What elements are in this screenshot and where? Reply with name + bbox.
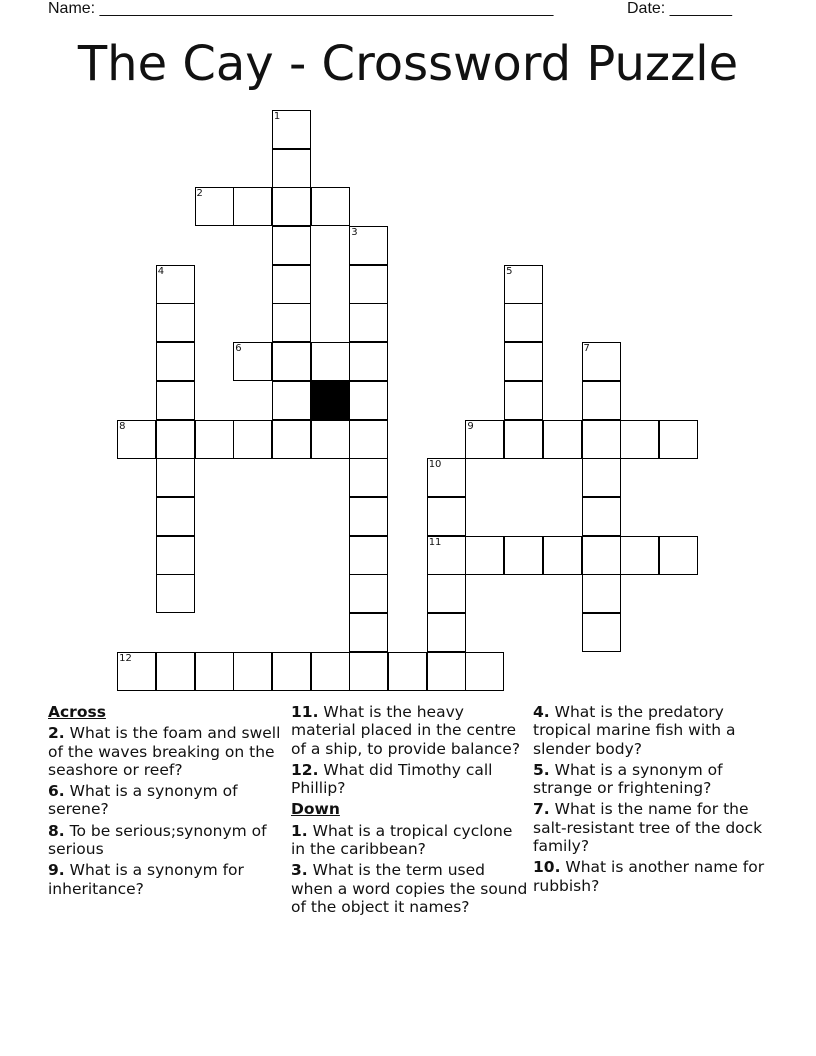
crossword-cell[interactable]	[195, 187, 234, 226]
clue-number: 1	[273, 110, 281, 122]
crossword-cell[interactable]	[156, 265, 195, 304]
crossword-cell[interactable]	[504, 265, 543, 304]
clue-across-9: 9. What is a synonym for inheritance?	[48, 861, 244, 898]
crossword-cell[interactable]	[156, 458, 195, 497]
crossword-cell[interactable]	[388, 652, 427, 691]
crossword-cell[interactable]	[156, 497, 195, 536]
crossword-cell[interactable]	[349, 613, 388, 652]
crossword-cell[interactable]	[233, 652, 272, 691]
crossword-cell[interactable]	[272, 187, 311, 226]
clue-number: 11	[428, 536, 442, 548]
crossword-cell[interactable]	[272, 265, 311, 304]
crossword-cell[interactable]	[311, 652, 350, 691]
clues-column-1	[48, 703, 288, 901]
crossword-cell[interactable]	[582, 342, 621, 381]
crossword-cell[interactable]	[233, 420, 272, 459]
crossword-cell[interactable]	[349, 536, 388, 575]
crossword-cell[interactable]	[272, 420, 311, 459]
crossword-black-cell	[311, 381, 350, 420]
clue-number: 12	[119, 652, 132, 664]
crossword-cell[interactable]	[582, 420, 621, 459]
crossword-cell[interactable]	[349, 574, 388, 613]
crossword-cell[interactable]	[349, 420, 388, 459]
crossword-cell[interactable]	[233, 342, 272, 381]
crossword-cell[interactable]	[465, 420, 504, 459]
crossword-cell[interactable]	[504, 420, 543, 459]
crossword-cell[interactable]	[504, 381, 543, 420]
crossword-cell[interactable]	[349, 226, 388, 265]
crossword-cell[interactable]	[272, 381, 311, 420]
crossword-cell[interactable]	[504, 342, 543, 381]
clue-across-2: 2. What is the foam and swell of the waves breaking on the seashore or reef?	[48, 724, 281, 779]
crossword-cell[interactable]	[465, 536, 504, 575]
clues-column-2	[291, 703, 531, 919]
crossword-cell[interactable]	[427, 458, 466, 497]
crossword-cell[interactable]	[582, 497, 621, 536]
crossword-cell[interactable]	[465, 652, 504, 691]
clue-across-11: 11. What is the heavy material placed in the centre of a ship, to provide balance?	[291, 703, 521, 758]
clue-number: 7	[583, 343, 590, 355]
crossword-cell[interactable]	[504, 536, 543, 575]
crossword-cell[interactable]	[427, 497, 466, 536]
crossword-cell[interactable]	[349, 652, 388, 691]
crossword-cell[interactable]	[272, 303, 311, 342]
clue-down-1: 1. What is a tropical cyclone in the caribbean?	[291, 821, 513, 859]
crossword-cell[interactable]	[504, 303, 543, 342]
name-field-label: Name: ___________________________________________________	[48, 0, 554, 17]
date-field-label: Date: _______	[627, 0, 732, 17]
crossword-cell[interactable]	[620, 420, 659, 459]
crossword-cell[interactable]	[156, 574, 195, 613]
clue-down-5: 5. What is a synonym of strange or frightening?	[533, 760, 723, 798]
crossword-cell[interactable]	[349, 497, 388, 536]
crossword-cell[interactable]	[582, 458, 621, 497]
crossword-cell[interactable]	[156, 536, 195, 575]
page-title: The Cay - Crossword Puzzle	[77, 36, 739, 92]
crossword-cell[interactable]	[156, 381, 195, 420]
clue-down-10: 10. What is another name for rubbish?	[533, 858, 765, 895]
crossword-cell[interactable]	[272, 342, 311, 381]
crossword-cell[interactable]	[272, 110, 311, 149]
crossword-cell[interactable]	[659, 420, 698, 459]
crossword-cell[interactable]	[427, 652, 466, 691]
crossword-cell[interactable]	[233, 187, 272, 226]
crossword-cell[interactable]	[349, 342, 388, 381]
crossword-cell[interactable]	[543, 420, 582, 459]
crossword-cell[interactable]	[582, 613, 621, 652]
clue-number: 9	[467, 420, 474, 432]
clue-number: 3	[351, 227, 358, 238]
clue-across-6: 6. What is a synonym of serene?	[48, 782, 238, 819]
clue-down-4: 4. What is the predatory tropical marine fish with a slender body?	[533, 703, 736, 758]
crossword-cell[interactable]	[543, 536, 582, 575]
across-heading: Across	[48, 703, 106, 721]
crossword-cell[interactable]	[659, 536, 698, 575]
crossword-cell[interactable]	[582, 574, 621, 613]
worksheet-header	[0, 0, 816, 24]
crossword-cell[interactable]	[427, 613, 466, 652]
down-heading: Down	[291, 800, 340, 819]
crossword-cell[interactable]	[349, 381, 388, 420]
clue-down-7: 7. What is the name for the salt-resistant tree of the dock family?	[533, 800, 763, 856]
clue-number: 10	[428, 459, 442, 471]
clue-across-12: 12. What did Timothy call Phillip?	[291, 760, 493, 798]
crossword-cell[interactable]	[156, 342, 195, 381]
crossword-cell[interactable]	[117, 652, 156, 691]
crossword-cell[interactable]	[156, 420, 195, 459]
crossword-cell[interactable]	[311, 420, 350, 459]
clue-number: 6	[235, 343, 242, 355]
clues-column-3	[533, 703, 773, 898]
crossword-cell[interactable]	[272, 652, 311, 691]
crossword-cell[interactable]	[582, 381, 621, 420]
crossword-cell[interactable]	[311, 187, 350, 226]
crossword-cell[interactable]	[156, 303, 195, 342]
crossword-cell[interactable]	[427, 536, 466, 575]
crossword-cell[interactable]	[349, 458, 388, 497]
clue-number: 8	[119, 420, 126, 432]
crossword-cell[interactable]	[117, 420, 156, 459]
crossword-cell[interactable]	[349, 303, 388, 342]
clue-across-8: 8. To be serious;synonym of serious	[48, 821, 267, 859]
clue-number: 4	[157, 265, 165, 277]
crossword-cell[interactable]	[620, 536, 659, 575]
clue-number: 2	[196, 188, 203, 200]
crossword-cell[interactable]	[272, 149, 311, 188]
crossword-cell[interactable]	[272, 226, 311, 265]
crossword-cell[interactable]	[349, 265, 388, 304]
clue-number: 5	[506, 265, 513, 277]
crossword-cell[interactable]	[311, 342, 350, 381]
crossword-cell[interactable]	[427, 574, 466, 613]
crossword-cell[interactable]	[582, 536, 621, 575]
crossword-cell[interactable]	[195, 652, 234, 691]
crossword-cell[interactable]	[195, 420, 234, 459]
crossword-cell[interactable]	[156, 652, 195, 691]
clue-down-3: 3. What is the term used when a word copies the sound of the object it names?	[291, 861, 528, 916]
